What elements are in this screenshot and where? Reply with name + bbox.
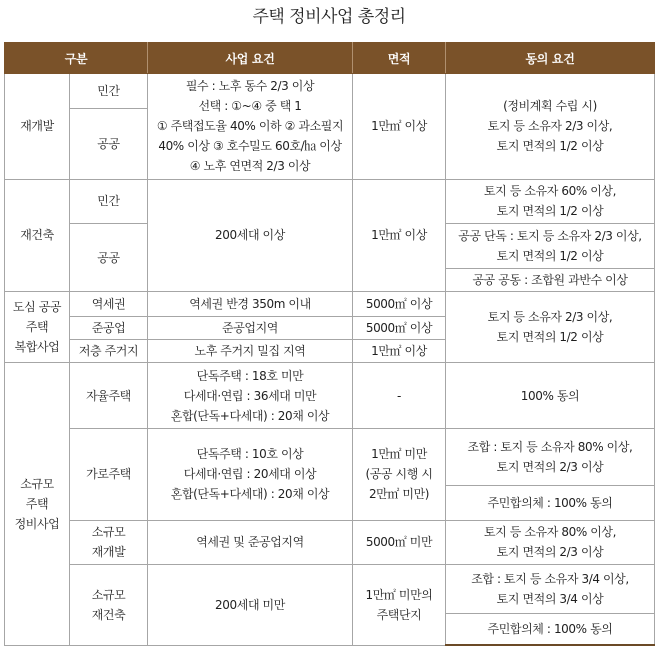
- area-cell: 5000㎡ 미만: [353, 520, 446, 565]
- type-cell: 공공: [70, 108, 148, 179]
- type-cell: 자율주택: [70, 363, 148, 429]
- consent-cell: 조합 : 토지 등 소유자 3/4 이상, 토지 면적의 3/4 이상: [446, 565, 655, 614]
- area-cell: -: [353, 363, 446, 429]
- consent-cell: 주민합의체 : 100% 동의: [446, 613, 655, 645]
- table-row: [5, 179, 655, 224]
- area-cell: 1만㎡ 미만의 주택단지: [353, 565, 446, 645]
- header-consent: 동의 요건: [446, 43, 655, 74]
- consent-cell: 공공 단독 : 토지 등 소유자 2/3 이상, 토지 면적의 1/2 이상: [446, 224, 655, 269]
- type-cell: 저층 주거지: [70, 339, 148, 362]
- consent-cell: 공공 공동 : 조합원 과반수 이상: [446, 268, 655, 291]
- table-row: [5, 74, 655, 109]
- header-requirement: 사업 요건: [148, 43, 353, 74]
- consent-cell: (정비계획 수립 시) 토지 등 소유자 2/3 이상, 토지 면적의 1/2 이상: [446, 74, 655, 180]
- requirement-cell: 단독주택 : 18호 미만 다세대·연립 : 36세대 미만 혼합(단독+다세대) : 20채 이상: [148, 363, 353, 429]
- table-row: [5, 363, 655, 429]
- consent-cell: 조합 : 토지 등 소유자 80% 이상, 토지 면적의 2/3 이상: [446, 429, 655, 486]
- area-cell: 1만㎡ 미만 (공공 시행 시 2만㎡ 미만): [353, 429, 446, 520]
- requirement-cell: 준공업지역: [148, 316, 353, 339]
- requirement-cell: 200세대 미만: [148, 565, 353, 645]
- requirement-cell: 단독주택 : 10호 이상 다세대·연립 : 20세대 이상 혼합(단독+다세대) : 20채 이상: [148, 429, 353, 520]
- table-row: [5, 292, 655, 316]
- type-cell: 민간: [70, 74, 148, 109]
- consent-cell: 토지 등 소유자 80% 이상, 토지 면적의 2/3 이상: [446, 520, 655, 565]
- requirement-cell: 필수 : 노후 동수 2/3 이상 선택 : ①~④ 중 택 1 ① 주택접도율 40% 이하 ② 과소필지 40% 이상 ③ 호수밀도 60호/㏊ 이상 ④ 노후 연면적 2/3 이상: [148, 74, 353, 180]
- header-area: 면적: [353, 43, 446, 74]
- category-cell: 재개발: [5, 74, 70, 180]
- header-row: [5, 43, 655, 74]
- page-title: 주택 정비사업 총정리: [252, 7, 406, 27]
- requirement-cell: 200세대 이상: [148, 179, 353, 292]
- type-cell: 공공: [70, 224, 148, 292]
- area-cell: 5000㎡ 이상: [353, 292, 446, 316]
- area-cell: 5000㎡ 이상: [353, 316, 446, 339]
- type-cell: 민간: [70, 179, 148, 224]
- table-row: [5, 565, 655, 614]
- requirement-cell: 노후 주거지 밀집 지역: [148, 339, 353, 362]
- category-cell: 재건축: [5, 179, 70, 292]
- area-cell: 1만㎡ 이상: [353, 179, 446, 292]
- type-cell: 준공업: [70, 316, 148, 339]
- requirement-cell: 역세권 반경 350m 이내: [148, 292, 353, 316]
- consent-cell: 100% 동의: [446, 363, 655, 429]
- consent-cell: 주민합의체 : 100% 동의: [446, 486, 655, 521]
- consent-cell: 토지 등 소유자 60% 이상, 토지 면적의 1/2 이상: [446, 179, 655, 224]
- category-cell: 도심 공공 주택 복합사업: [5, 292, 70, 363]
- header-category: 구분: [5, 43, 148, 74]
- area-cell: 1만㎡ 이상: [353, 339, 446, 362]
- type-cell: 가로주택: [70, 429, 148, 520]
- housing-redevelopment-table: [4, 42, 655, 646]
- requirement-cell: 역세권 및 준공업지역: [148, 520, 353, 565]
- type-cell: 소규모 재개발: [70, 520, 148, 565]
- table-row: [5, 520, 655, 565]
- table-row: [5, 429, 655, 486]
- area-cell: 1만㎡ 이상: [353, 74, 446, 180]
- category-cell: 소규모 주택 정비사업: [5, 363, 70, 645]
- type-cell: 역세권: [70, 292, 148, 316]
- type-cell: 소규모 재건축: [70, 565, 148, 645]
- consent-cell: 토지 등 소유자 2/3 이상, 토지 면적의 1/2 이상: [446, 292, 655, 363]
